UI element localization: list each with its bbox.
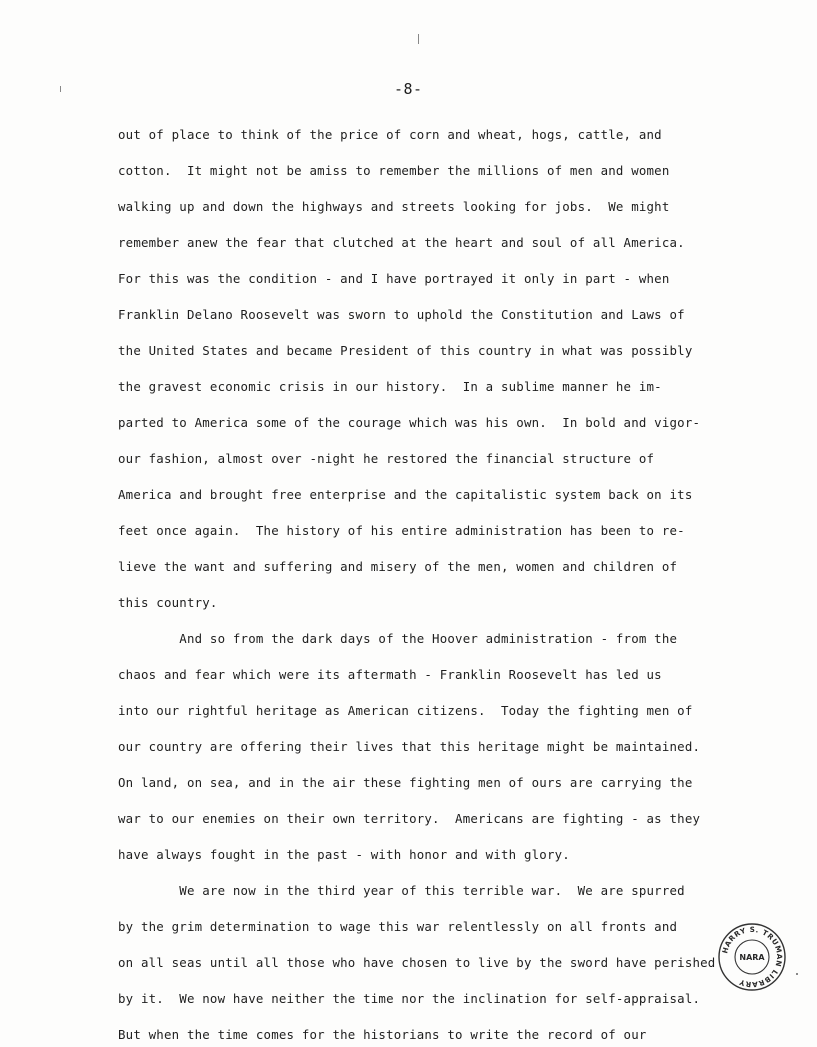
text-line: the gravest economic crisis in our history. In a sublime manner he im- xyxy=(118,379,662,394)
scan-mark xyxy=(60,86,61,92)
text-line: by the grim determination to wage this war relentlessly on all fronts and xyxy=(118,919,678,934)
text-line: America and brought free enterprise and the capitalistic system back on its xyxy=(118,487,693,502)
archive-seal-stamp xyxy=(716,921,788,993)
text-line: walking up and down the highways and streets looking for jobs. We might xyxy=(118,199,670,214)
text-line: on all seas until all those who have chosen to live by the sword have perished xyxy=(118,955,716,970)
scan-mark xyxy=(418,34,419,44)
text-line: into our rightful heritage as American citizens. Today the fighting men of xyxy=(118,703,693,718)
text-line: have always fought in the past - with honor and with glory. xyxy=(118,847,570,862)
text-line: out of place to think of the price of corn and wheat, hogs, cattle, and xyxy=(118,127,662,142)
page-number: -8- xyxy=(394,80,423,98)
text-line: feet once again. The history of his entire administration has been to re- xyxy=(118,523,685,538)
text-line: parted to America some of the courage which was his own. In bold and vigor- xyxy=(118,415,701,430)
text-line: war to our enemies on their own territory. Americans are fighting - as they xyxy=(118,811,701,826)
text-line: our fashion, almost over -night he restored the financial structure of xyxy=(118,451,655,466)
text-line: Franklin Delano Roosevelt was sworn to uphold the Constitution and Laws of xyxy=(118,307,685,322)
scan-mark xyxy=(796,973,798,975)
text-line: But when the time comes for the historians to write the record of our xyxy=(118,1027,647,1042)
text-line: lieve the want and suffering and misery of the men, women and children of xyxy=(118,559,678,574)
text-line: remember anew the fear that clutched at the heart and soul of all America. xyxy=(118,235,685,250)
text-line: We are now in the third year of this terrible war. We are spurred xyxy=(118,883,685,898)
text-line: cotton. It might not be amiss to remember the millions of men and women xyxy=(118,163,670,178)
text-line: For this was the condition - and I have portrayed it only in part - when xyxy=(118,271,670,286)
seal-center-text: NARA xyxy=(739,953,765,962)
text-line: our country are offering their lives that this heritage might be maintained. xyxy=(118,739,701,754)
text-line: the United States and became President of this country in what was possibly xyxy=(118,343,693,358)
text-line: On land, on sea, and in the air these fighting men of ours are carrying the xyxy=(118,775,693,790)
text-line: by it. We now have neither the time nor the inclination for self-appraisal. xyxy=(118,991,701,1006)
text-line: And so from the dark days of the Hoover administration - from the xyxy=(118,631,678,646)
text-line: this country. xyxy=(118,595,218,610)
seal-ring-text: HARRY S. TRUMAN LIBRARY xyxy=(720,924,785,990)
text-line: chaos and fear which were its aftermath - Franklin Roosevelt has led us xyxy=(118,667,662,682)
